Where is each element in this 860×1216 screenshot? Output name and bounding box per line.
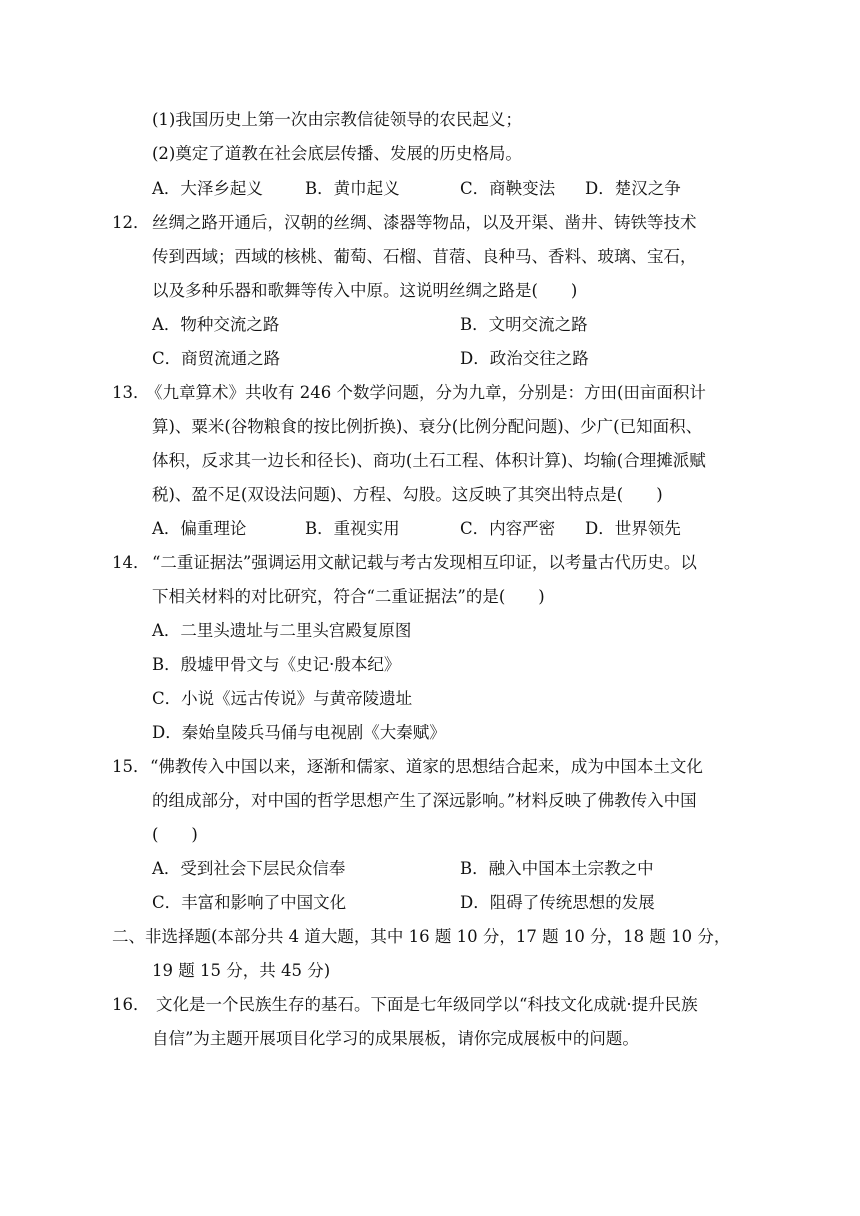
q12-option-b: B．文明交流之路 (460, 315, 588, 334)
q12-number: 12． (112, 213, 150, 232)
q14-option-a: A．二里头遗址与二里头宫殿复原图 (152, 621, 412, 640)
q13-stem-line-3: 体积，反求其一边长和径长)、商功(土石工程、体积计算)、均输(合理摊派赋 (152, 451, 706, 470)
q16-stem-line-2: 自信”为主题开展项目化学习的成果展板，请你完成展板中的问题。 (152, 1029, 639, 1048)
q14-stem-line-2: 下相关材料的对比研究，符合“二重证据法”的是( ) (152, 587, 545, 606)
q15-stem-line-1: “佛教传入中国以来，逐渐和儒家、道家的思想结合起来，成为中国本土文化 (150, 757, 703, 776)
q14-option-b: B．殷墟甲骨文与《史记·殷本纪》 (152, 655, 401, 674)
q12-stem-line-2: 传到西域；西域的核桃、葡萄、石榴、苜蓿、良种马、香料、玻璃、宝石， (152, 247, 697, 266)
q15-option-c: C．丰富和影响了中国文化 (152, 893, 347, 912)
section-2-heading: 二、非选择题(本部分共 4 道大题，其中 16 题 10 分，17 题 10 分，18 题 10 分， (112, 927, 731, 946)
q12-stem-line-3: 以及多种乐器和歌舞等传入中原。这说明丝绸之路是( ) (152, 281, 578, 300)
q13-option-b: B．重视实用 (305, 519, 400, 538)
q14-number: 14． (112, 553, 150, 572)
q12-option-c: C．商贸流通之路 (152, 349, 281, 368)
q12-option-a: A．物种交流之路 (152, 315, 280, 334)
q13-option-c: C．内容严密 (460, 519, 556, 538)
q13-option-a: A．偏重理论 (152, 519, 247, 538)
q14-option-c: C．小说《远古传说》与黄帝陵遗址 (152, 689, 413, 708)
q11-clue-2: (2)奠定了道教在社会底层传播、发展的历史格局。 (152, 144, 522, 163)
q15-option-d: D．阻碍了传统思想的发展 (460, 893, 655, 912)
q11-option-d: D．楚汉之争 (585, 179, 681, 198)
q11-option-a: A．大泽乡起义 (152, 179, 263, 198)
q14-option-d: D．秦始皇陵兵马俑与电视剧《大秦赋》 (152, 723, 446, 742)
q12-option-d: D．政治交往之路 (460, 349, 589, 368)
q13-number: 13． (112, 383, 150, 402)
q15-stem-line-3: ( ) (152, 825, 198, 844)
q11-option-c: C．商鞅变法 (460, 179, 556, 198)
q13-stem-line-1: 《九章算术》共收有 246 个数学问题，分为九章，分别是：方田(田亩面积计 (146, 383, 706, 402)
q16-number: 16． (112, 995, 150, 1014)
q15-number: 15． (112, 757, 150, 776)
q15-stem-line-2: 的组成部分，对中国的哲学思想产生了深远影响。”材料反映了佛教传入中国 (152, 791, 697, 810)
q16-stem-line-1: 文化是一个民族生存的基石。下面是七年级同学以“科技文化成就·提升民族 (156, 995, 698, 1014)
q15-option-b: B．融入中国本土宗教之中 (460, 859, 654, 878)
q13-option-d: D．世界领先 (585, 519, 681, 538)
q14-stem-line-1: “二重证据法”强调运用文献记载与考古发现相互印证，以考量古代历史。以 (152, 553, 697, 572)
q13-stem-line-2: 算)、粟米(谷物粮食的按比例折换)、衰分(比例分配问题)、少广(已知面积、 (152, 417, 703, 436)
q11-option-b: B．黄巾起义 (305, 179, 400, 198)
q13-stem-line-4: 税)、盈不足(双设法问题)、方程、勾股。这反映了其突出特点是( ) (152, 485, 663, 504)
q15-option-a: A．受到社会下层民众信奉 (152, 859, 346, 878)
section-2-heading-cont: 19 题 15 分，共 45 分) (152, 961, 331, 980)
q11-clue-1: (1)我国历史上第一次由宗教信徒领导的农民起义； (152, 110, 522, 129)
q12-stem-line-1: 丝绸之路开通后，汉朝的丝绸、漆器等物品，以及开渠、凿井、铸铁等技术 (152, 213, 697, 232)
